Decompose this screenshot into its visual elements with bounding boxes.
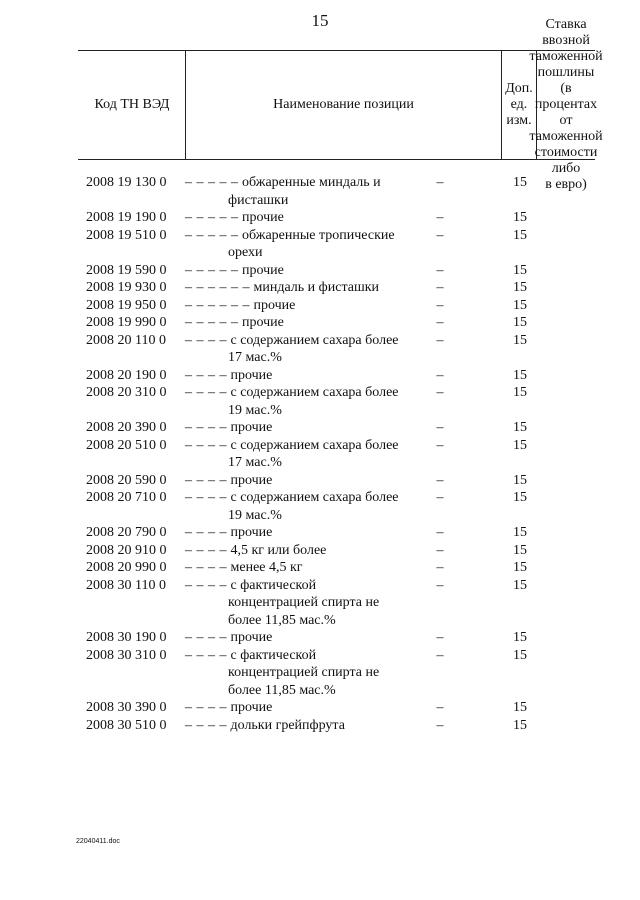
- row-unit: –: [436, 210, 444, 225]
- row-name-line: [185, 297, 425, 315]
- row-unit: –: [436, 577, 444, 593]
- row-rate: 15: [513, 525, 527, 540]
- level-dashes: – – – –: [185, 577, 227, 593]
- table-row: [0, 524, 640, 542]
- row-name-line: [185, 489, 425, 507]
- level-dashes: – – – –: [185, 332, 227, 348]
- row-rate: 15: [513, 367, 527, 383]
- row-name-text: прочие: [230, 367, 273, 383]
- level-dashes: – – – –: [185, 437, 227, 453]
- row-name: [185, 332, 425, 367]
- level-dashes: – – – –: [185, 472, 227, 488]
- table-row: [0, 489, 640, 524]
- table-row: [0, 647, 640, 700]
- level-dashes: – – – –: [185, 717, 227, 733]
- row-unit: –: [436, 700, 444, 715]
- header-rate-line: пошлины: [537, 65, 595, 80]
- level-dashes: – – – –: [185, 700, 227, 715]
- row-name: [185, 699, 425, 717]
- row-name-line: [185, 524, 425, 542]
- row-name: [185, 227, 425, 262]
- row-unit: –: [436, 560, 444, 575]
- level-dashes: – – – –: [185, 367, 227, 383]
- row-name: [185, 174, 425, 209]
- row-code: 2008 30 310 0: [86, 647, 167, 663]
- table-row: [0, 542, 640, 560]
- row-name-text: менее 4,5 кг: [230, 560, 303, 575]
- row-name: [185, 577, 425, 630]
- row-name: [185, 279, 425, 297]
- table-row: [0, 559, 640, 577]
- row-name-line: [185, 717, 425, 735]
- header-unit-line: изм.: [506, 113, 532, 128]
- row-rate: 15: [513, 647, 527, 663]
- row-name-text: прочие: [242, 315, 284, 330]
- row-rate: 15: [513, 210, 527, 225]
- row-code: 2008 20 990 0: [86, 560, 167, 575]
- row-unit: –: [436, 472, 444, 488]
- row-code: 2008 30 390 0: [86, 700, 167, 715]
- table-row: [0, 577, 640, 630]
- table-row: [0, 629, 640, 647]
- row-name-line: [185, 577, 425, 595]
- row-name-text: с содержанием сахара более: [230, 385, 399, 400]
- row-code: 2008 20 910 0: [86, 542, 167, 558]
- row-unit: –: [436, 542, 444, 558]
- row-name-line: [185, 367, 425, 385]
- row-code: 2008 20 310 0: [86, 385, 167, 400]
- row-name-text: прочие: [253, 297, 296, 313]
- header-rate: [529, 17, 603, 192]
- row-unit: –: [436, 280, 444, 295]
- level-dashes: – – – – –: [185, 210, 239, 225]
- row-name-line: более 11,85 мас.%: [228, 682, 336, 698]
- level-dashes: – – – –: [185, 420, 227, 435]
- level-dashes: – – – – –: [185, 262, 239, 278]
- table-body: [0, 174, 640, 734]
- row-name-text: прочие: [230, 472, 273, 488]
- row-code: 2008 30 110 0: [86, 577, 166, 593]
- row-name-text: прочие: [242, 210, 284, 225]
- header-unit-line: Доп.: [505, 81, 533, 96]
- table-row: [0, 332, 640, 367]
- table-row: [0, 209, 640, 227]
- header-unit-line: ед.: [510, 97, 528, 112]
- row-unit: –: [436, 297, 444, 313]
- row-name-text: прочие: [230, 525, 273, 540]
- row-name-line: [185, 174, 425, 192]
- row-name: [185, 542, 425, 560]
- table-row: [0, 384, 640, 419]
- row-unit: –: [436, 227, 444, 243]
- row-name: [185, 437, 425, 472]
- row-code: 2008 30 510 0: [86, 717, 167, 733]
- table-row: [0, 419, 640, 437]
- table-row: [0, 367, 640, 385]
- row-rate: 15: [513, 280, 527, 295]
- row-name: [185, 314, 425, 332]
- row-name-line: концентрацией спирта не: [228, 595, 380, 610]
- row-rate: 15: [513, 700, 527, 715]
- table-row: [0, 262, 640, 280]
- row-name: [185, 559, 425, 577]
- row-rate: 15: [513, 175, 527, 190]
- row-name-line: [185, 629, 425, 647]
- header-rate-line: Ставка ввозной: [542, 17, 590, 48]
- row-name-text: прочие: [230, 700, 273, 715]
- row-name: [185, 209, 425, 227]
- level-dashes: – – – – – –: [185, 280, 250, 295]
- row-name-text: прочие: [242, 262, 284, 278]
- row-name-line: 19 мас.%: [228, 507, 282, 523]
- row-code: 2008 20 790 0: [86, 525, 167, 540]
- level-dashes: – – – –: [185, 490, 227, 505]
- row-name-text: с содержанием сахара более: [230, 490, 399, 505]
- table-row: [0, 297, 640, 315]
- table-row: [0, 314, 640, 332]
- row-rate: 15: [513, 262, 527, 278]
- table-row: [0, 472, 640, 490]
- row-name-text: обжаренные миндаль и: [242, 175, 381, 190]
- row-name: [185, 629, 425, 647]
- row-name-line: [185, 227, 425, 245]
- table-row: [0, 174, 640, 209]
- table-row: [0, 717, 640, 735]
- row-name-line: [185, 647, 425, 665]
- level-dashes: – – – – – –: [185, 297, 250, 313]
- table-row: [0, 437, 640, 472]
- row-code: 2008 30 190 0: [86, 630, 167, 645]
- row-unit: –: [436, 175, 444, 190]
- row-code: 2008 19 510 0: [86, 227, 167, 243]
- row-name-line: 17 мас.%: [228, 455, 282, 470]
- row-unit: –: [436, 262, 444, 278]
- level-dashes: – – – –: [185, 647, 227, 663]
- row-rate: 15: [513, 490, 527, 505]
- file-name: 22040411.doc: [76, 838, 120, 845]
- row-unit: –: [436, 490, 444, 505]
- row-name-line: [185, 262, 425, 280]
- level-dashes: – – – – –: [185, 227, 239, 243]
- row-code: 2008 20 710 0: [86, 490, 167, 505]
- row-name-text: обжаренные тропические: [242, 227, 395, 243]
- row-name-line: [185, 437, 425, 455]
- row-name-line: [185, 384, 425, 402]
- row-rate: 15: [513, 577, 527, 593]
- row-rate: 15: [513, 437, 527, 453]
- row-code: 2008 19 930 0: [86, 280, 167, 295]
- row-name: [185, 717, 425, 735]
- level-dashes: – – – –: [185, 542, 227, 558]
- row-name-line: фисташки: [228, 192, 289, 208]
- row-unit: –: [436, 717, 444, 733]
- row-code: 2008 19 990 0: [86, 315, 167, 330]
- row-name: [185, 384, 425, 419]
- row-name-text: с содержанием сахара более: [230, 332, 399, 348]
- row-rate: 15: [513, 315, 527, 330]
- row-name-line: [185, 279, 425, 297]
- row-name-text: с содержанием сахара более: [230, 437, 399, 453]
- row-name-text: дольки грейпфрута: [230, 717, 345, 733]
- row-unit: –: [436, 315, 444, 330]
- row-rate: 15: [513, 227, 527, 243]
- row-name: [185, 262, 425, 280]
- header-rate-line: таможенной: [529, 129, 603, 144]
- row-name-text: прочие: [230, 420, 273, 435]
- row-unit: –: [436, 525, 444, 540]
- row-rate: 15: [513, 385, 527, 400]
- row-code: 2008 20 190 0: [86, 367, 167, 383]
- row-rate: 15: [513, 717, 527, 733]
- row-unit: –: [436, 385, 444, 400]
- row-name: [185, 367, 425, 385]
- row-name-text: 4,5 кг или более: [230, 542, 327, 558]
- header-rate-line: в евро): [545, 177, 587, 192]
- header-name: Наименование позиции: [273, 97, 414, 112]
- row-unit: –: [436, 647, 444, 663]
- row-name-text: с фактической: [230, 647, 317, 663]
- row-name-line: орехи: [228, 245, 263, 260]
- level-dashes: – – – –: [185, 630, 227, 645]
- row-name-text: прочие: [230, 630, 273, 645]
- row-name-line: [185, 209, 425, 227]
- level-dashes: – – – –: [185, 385, 227, 400]
- row-rate: 15: [513, 297, 527, 313]
- row-name: [185, 524, 425, 542]
- row-name-line: [185, 699, 425, 717]
- row-rate: 15: [513, 542, 527, 558]
- level-dashes: – – – –: [185, 560, 227, 575]
- row-name-text: миндаль и фисташки: [253, 280, 380, 295]
- row-name-line: [185, 559, 425, 577]
- row-name-line: [185, 542, 425, 560]
- row-name: [185, 489, 425, 524]
- row-rate: 15: [513, 332, 527, 348]
- row-rate: 15: [513, 472, 527, 488]
- row-name-line: концентрацией спирта не: [228, 665, 380, 680]
- row-name: [185, 297, 425, 315]
- row-name: [185, 472, 425, 490]
- row-code: 2008 20 110 0: [86, 332, 166, 348]
- row-rate: 15: [513, 420, 527, 435]
- row-rate: 15: [513, 630, 527, 645]
- row-unit: –: [436, 367, 444, 383]
- header-rate-line: таможенной: [529, 49, 603, 64]
- level-dashes: – – – – –: [185, 175, 239, 190]
- row-name-line: [185, 314, 425, 332]
- row-rate: 15: [513, 560, 527, 575]
- row-name-line: [185, 419, 425, 437]
- table-row: [0, 279, 640, 297]
- header-rate-line: стоимости либо: [534, 145, 598, 176]
- row-unit: –: [436, 630, 444, 645]
- row-name-text: с фактической: [230, 577, 317, 593]
- row-name-line: [185, 472, 425, 490]
- row-name-line: [185, 332, 425, 350]
- table-row: [0, 227, 640, 262]
- row-name-line: 19 мас.%: [228, 402, 282, 418]
- row-unit: –: [436, 420, 444, 435]
- table-row: [0, 699, 640, 717]
- row-name: [185, 419, 425, 437]
- level-dashes: – – – –: [185, 525, 227, 540]
- row-code: 2008 20 390 0: [86, 420, 167, 435]
- row-unit: –: [436, 437, 444, 453]
- row-code: 2008 19 130 0: [86, 175, 167, 190]
- row-name: [185, 647, 425, 700]
- row-name-line: более 11,85 мас.%: [228, 612, 336, 628]
- header-rate-line: (в процентах от: [534, 81, 598, 128]
- row-code: 2008 19 190 0: [86, 210, 167, 225]
- page-number: 15: [311, 11, 329, 30]
- row-name-line: 17 мас.%: [228, 350, 282, 365]
- row-code: 2008 20 590 0: [86, 472, 167, 488]
- row-code: 2008 20 510 0: [86, 437, 167, 453]
- row-code: 2008 19 950 0: [86, 297, 167, 313]
- header-code: Код ТН ВЭД: [94, 97, 170, 112]
- row-unit: –: [436, 332, 444, 348]
- row-code: 2008 19 590 0: [86, 262, 167, 278]
- level-dashes: – – – – –: [185, 315, 239, 330]
